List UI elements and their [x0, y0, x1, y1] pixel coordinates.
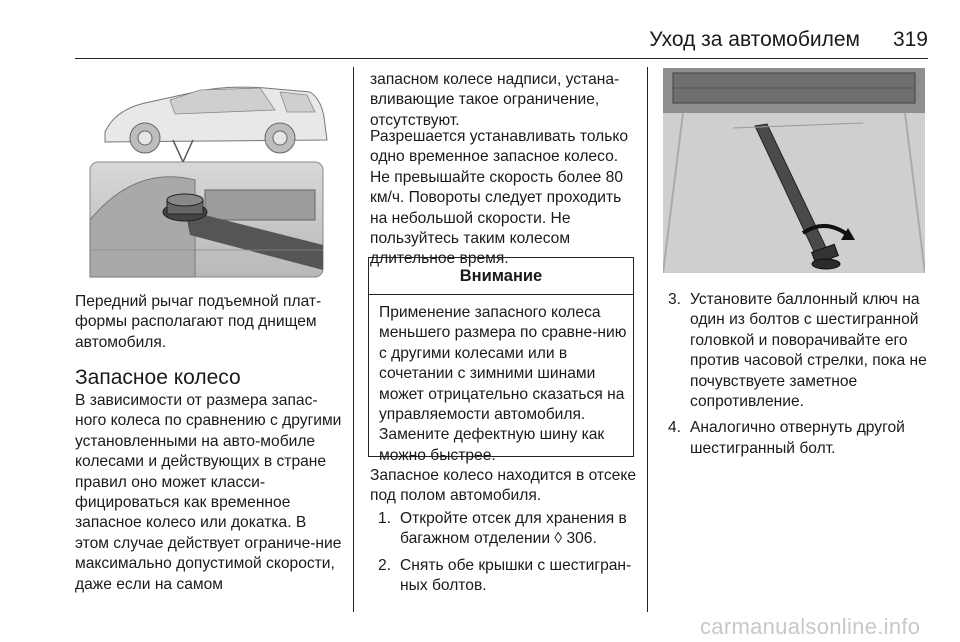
page-reference-icon: ◊: [554, 530, 563, 548]
step-text: Снять обе крышки с шестигран-ных болтов.: [400, 556, 632, 595]
warning-body: Применение запасного колеса меньшего размера по сравне-нию с другими колесами или в сочетании с зимними шинами может отрицательно сказаться на управляемости автомобиля. Замените дефектную шину как можно быстрее.: [379, 304, 627, 464]
figure-caption: Передний рычаг подъемной плат-формы располагают под днищем автомобиля.: [75, 293, 322, 351]
column2-continuation: запасном колесе надписи, устана-вливающие такое ограничение, отсутствуют.: [370, 71, 620, 129]
steps-list-column3: [668, 290, 930, 465]
page-header-title: Уход за автомобилем: [649, 28, 860, 51]
list-item: [668, 290, 930, 412]
page-number: 319: [892, 28, 928, 51]
step-number: 4.: [668, 419, 682, 437]
car-lift-point-illustration: [75, 70, 340, 280]
watermark: carmanualsonline.info: [700, 614, 921, 639]
step-number: 3.: [668, 291, 682, 308]
list-item: [378, 509, 636, 550]
step-text: Аналогично отвернуть другой шестигранный болт.: [690, 419, 905, 457]
spare-location-paragraph: Запасное колесо находится в отсеке под полом автомобиля.: [370, 467, 637, 505]
column-divider-left: [353, 67, 354, 612]
column2-paragraph: Разрешается устанавливать только одно временное запасное колесо. Не превышайте скорость более 80 км/ч. Повороты следует проходить на небольшой скорости. Не пользуйтесь таким колесом длительное время.: [370, 128, 629, 268]
step-number: 2.: [378, 556, 392, 574]
step-text: Установите баллонный ключ на один из болтов с шестигранной головкой и поворачивайте его против часовой стрелки, пока не почувствуете заметное сопротивление.: [690, 291, 927, 411]
list-item: [378, 556, 636, 597]
step-number: 1.: [378, 510, 392, 527]
column-divider-right: [647, 67, 648, 612]
wheel-wrench-spare-bolt-illustration: [663, 68, 925, 273]
step-text: Откройте отсек для хранения в багажном отделении: [400, 510, 627, 548]
warning-box: [368, 257, 634, 464]
section-body: В зависимости от размера запас-ного колеса по сравнению с другими установленными на авто-мобиле колесами и действующих в стране правил оно может класси-фицироваться как временное запасное колесо или докатка. В этом случае действует ограниче-ние максимально допустимой скорости, даже если на самом: [75, 392, 342, 593]
section-heading: Запасное колесо: [75, 366, 241, 389]
steps-list-column2: [378, 509, 636, 603]
header-rule: [75, 58, 928, 59]
warning-title: Внимание: [369, 258, 633, 295]
page-reference-link[interactable]: 306.: [566, 530, 597, 548]
list-item: [668, 418, 930, 459]
